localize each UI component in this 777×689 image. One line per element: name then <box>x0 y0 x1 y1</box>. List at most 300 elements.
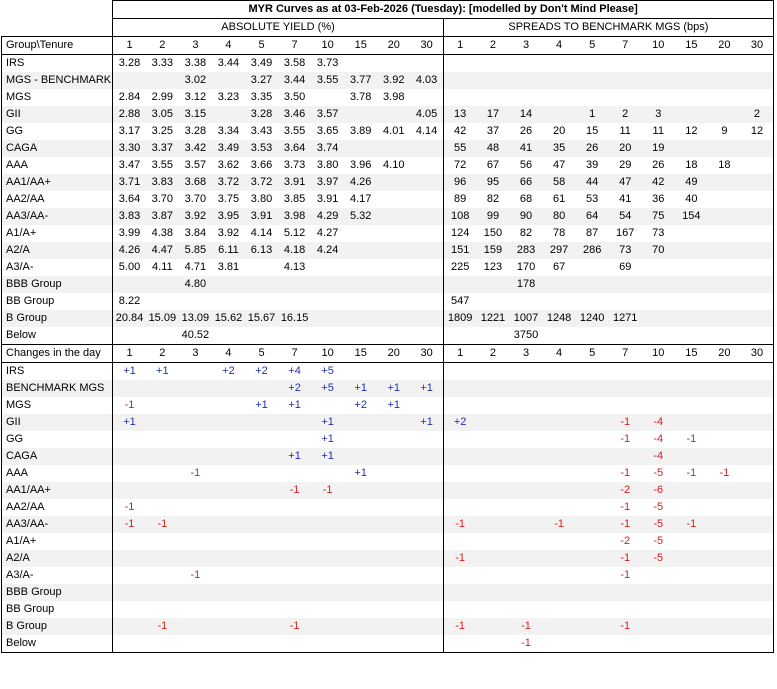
spread-tenor-header: 3 <box>509 345 542 363</box>
yield-change-cell: +1 <box>255 399 268 411</box>
spread-cell <box>576 89 609 106</box>
spread-change-cell <box>576 397 609 414</box>
yield-change-cell <box>113 448 146 465</box>
yield-cell: 3.28 <box>245 106 278 123</box>
spread-cell <box>675 259 708 276</box>
table-row <box>2 55 774 73</box>
spread-change-cell <box>543 397 576 414</box>
spread-change-cell <box>741 584 774 601</box>
spread-change-cell <box>476 567 509 584</box>
spread-cell <box>642 276 675 293</box>
yield-cell: 3.28 <box>184 125 207 137</box>
yield-tenor-header: 4 <box>212 37 245 55</box>
yield-cell: 16.15 <box>278 310 311 327</box>
spread-change-cell <box>609 397 642 414</box>
yield-change-cell: +2 <box>255 365 268 377</box>
spread-change-cell <box>509 499 542 516</box>
table-row <box>2 465 774 482</box>
spread-cell <box>675 276 708 293</box>
yield-cell: 3.83 <box>146 174 179 191</box>
spread-change-cell <box>741 550 774 567</box>
yield-tenor-header: 15 <box>344 345 377 363</box>
yield-change-cell: +1 <box>278 448 311 465</box>
spread-cell <box>675 242 708 259</box>
spread-cell: 69 <box>619 261 632 273</box>
spread-change-cell <box>509 567 542 584</box>
spread-change-cell <box>476 516 509 533</box>
yield-cell: 4.29 <box>311 208 344 225</box>
yield-change-cell <box>146 482 179 499</box>
spread-change-cell <box>708 635 741 653</box>
spread-cell: 41 <box>509 140 542 157</box>
yield-cell: 3.75 <box>217 193 240 205</box>
yield-cell <box>344 327 377 345</box>
spread-cell: 39 <box>586 159 599 171</box>
yield-cell <box>410 55 443 73</box>
yield-cell: 4.01 <box>383 125 405 137</box>
yield-change-cell <box>245 482 278 499</box>
spread-cell <box>509 72 542 89</box>
yield-cell: 3.91 <box>245 208 278 225</box>
yield-change-cell <box>311 499 344 516</box>
spread-change-cell <box>543 584 576 601</box>
spread-cell <box>708 225 741 242</box>
yield-cell: 3.73 <box>283 159 306 171</box>
table-row <box>2 601 774 618</box>
spread-change-cell: -1 <box>443 516 476 533</box>
spread-cell: 37 <box>486 125 500 137</box>
yield-cell: 8.22 <box>113 293 146 310</box>
yield-cell <box>410 208 443 225</box>
yield-cell: 3.43 <box>250 125 273 137</box>
spread-cell <box>708 327 741 345</box>
spread-cell <box>543 293 576 310</box>
table-row <box>2 140 774 157</box>
yield-change-cell <box>410 465 443 482</box>
spread-change-cell <box>675 482 708 499</box>
yield-change-cell <box>146 397 179 414</box>
yield-tenor-header: 15 <box>344 37 377 55</box>
spread-cell <box>609 89 642 106</box>
tenor-header-row <box>2 345 774 363</box>
yield-change-cell <box>311 465 344 482</box>
spread-change-cell <box>543 431 576 448</box>
spread-cell <box>675 140 708 157</box>
yield-cell: 4.10 <box>383 159 405 171</box>
yield-cell: 3.30 <box>113 140 146 157</box>
spread-change-cell <box>741 601 774 618</box>
spread-cell <box>741 72 774 89</box>
yield-change-cell <box>377 550 410 567</box>
yield-change-cell <box>113 635 146 653</box>
yield-cell <box>410 310 443 327</box>
yield-cell: 3.02 <box>179 72 212 89</box>
spread-cell: 18 <box>718 159 731 171</box>
spread-change-cell: -5 <box>653 535 664 547</box>
spread-cell: 95 <box>476 174 509 191</box>
spread-tenor-header: 15 <box>675 37 708 55</box>
yield-cell <box>278 293 311 310</box>
yield-change-cell <box>410 567 443 584</box>
spread-change-cell <box>443 363 476 381</box>
yield-change-cell <box>113 601 146 618</box>
spread-cell <box>543 55 576 73</box>
yield-cell <box>311 327 344 345</box>
yield-cell: 3.81 <box>217 261 240 273</box>
yield-change-cell <box>113 584 146 601</box>
spread-cell <box>509 55 542 73</box>
yield-cell: 3.91 <box>316 193 339 205</box>
yield-change-cell <box>344 414 377 431</box>
yield-change-cell <box>344 550 377 567</box>
spread-cell <box>642 55 675 73</box>
spread-change-cell <box>741 499 774 516</box>
yield-change-cell <box>245 533 278 550</box>
spread-change-cell <box>543 533 576 550</box>
spread-cell: 70 <box>642 242 675 259</box>
spread-change-cell <box>443 533 476 550</box>
yield-cell: 4.13 <box>283 261 306 273</box>
yield-cell <box>410 174 443 191</box>
yield-change-cell <box>344 363 377 381</box>
table-row <box>2 106 774 123</box>
spread-cell <box>476 72 509 89</box>
yield-change-cell: +1 <box>311 414 344 431</box>
spread-cell <box>476 293 509 310</box>
spread-cell: 26 <box>652 159 665 171</box>
yield-cell: 6.13 <box>245 242 278 259</box>
yield-cell: 3.49 <box>212 140 245 157</box>
yield-cell <box>377 293 410 310</box>
spread-change-cell <box>543 635 576 653</box>
spread-change-cell <box>543 448 576 465</box>
spread-change-cell <box>509 482 542 499</box>
yield-change-cell: -1 <box>311 482 344 499</box>
row-label: B Group <box>2 310 113 327</box>
yield-change-cell <box>245 499 278 516</box>
spread-cell: 1248 <box>543 310 576 327</box>
yield-cell <box>311 276 344 293</box>
yield-cell <box>311 89 344 106</box>
spread-change-cell <box>509 431 542 448</box>
spread-change-cell <box>576 635 609 653</box>
yield-cell: 3.66 <box>250 159 273 171</box>
yield-change-cell <box>179 516 212 533</box>
spread-cell <box>708 140 741 157</box>
spread-cell: 44 <box>576 174 609 191</box>
yield-cell: 3.55 <box>151 159 174 171</box>
spread-cell <box>476 55 509 73</box>
spread-cell <box>741 55 774 73</box>
spread-cell <box>576 72 609 89</box>
yield-cell: 3.12 <box>184 91 207 103</box>
yield-cell: 3.44 <box>278 72 311 89</box>
spread-cell <box>708 208 741 225</box>
spread-cell: 12 <box>685 125 698 137</box>
spread-cell: 54 <box>609 208 642 225</box>
yield-tenor-header: 30 <box>410 37 443 55</box>
spread-change-cell <box>509 584 542 601</box>
spread-change-cell <box>443 635 476 653</box>
spread-change-cell <box>708 482 741 499</box>
yield-change-cell <box>410 431 443 448</box>
spread-change-cell <box>642 635 675 653</box>
spread-change-cell <box>443 482 476 499</box>
spread-change-cell: -5 <box>642 516 675 533</box>
yield-cell: 4.80 <box>179 276 212 293</box>
table-row <box>2 72 774 89</box>
yield-change-cell <box>245 567 278 584</box>
yield-change-cell: -1 <box>190 467 201 479</box>
spread-cell: 150 <box>483 227 503 239</box>
yield-cell: 3.98 <box>278 208 311 225</box>
spread-change-cell <box>576 584 609 601</box>
yield-cell <box>146 276 179 293</box>
yield-cell <box>212 106 245 123</box>
yield-change-cell <box>278 601 311 618</box>
table-row <box>2 414 774 431</box>
spread-tenor-header: 5 <box>576 345 609 363</box>
yield-cell: 3.89 <box>349 125 372 137</box>
yield-cell <box>146 327 179 345</box>
yield-tenor-header: 10 <box>311 37 344 55</box>
spread-change-cell <box>576 482 609 499</box>
spread-cell <box>642 72 675 89</box>
spread-change-cell <box>642 618 675 635</box>
yield-cell: 3.28 <box>113 55 146 73</box>
yield-change-cell <box>212 499 245 516</box>
spread-cell <box>741 174 774 191</box>
yield-cell: 3.99 <box>113 225 146 242</box>
spread-change-cell <box>543 363 576 381</box>
yield-change-cell <box>311 618 344 635</box>
row-label: AAA <box>2 157 113 174</box>
yield-cell: 4.17 <box>349 193 372 205</box>
yield-cell <box>146 293 179 310</box>
yield-cell: 3.62 <box>217 159 240 171</box>
yield-change-cell: +1 <box>321 433 334 445</box>
spread-cell <box>543 106 576 123</box>
yield-cell: 4.27 <box>316 227 339 239</box>
spread-cell: 283 <box>509 242 542 259</box>
spread-change-cell <box>741 397 774 414</box>
spread-change-cell <box>509 465 542 482</box>
row-label: BENCHMARK MGS <box>2 380 113 397</box>
yield-change-cell <box>245 618 278 635</box>
spread-cell: 547 <box>450 295 470 307</box>
spread-cell: 3750 <box>509 327 542 345</box>
yield-cell <box>377 106 410 123</box>
spread-change-cell <box>443 567 476 584</box>
spread-cell: 42 <box>454 125 467 137</box>
spread-change-cell: -1 <box>675 516 708 533</box>
spread-change-cell <box>609 380 642 397</box>
spread-change-cell <box>476 363 509 381</box>
spread-change-cell <box>576 431 609 448</box>
spread-cell: 67 <box>552 261 566 273</box>
table-row <box>2 327 774 345</box>
yield-cell: 3.72 <box>245 174 278 191</box>
yield-change-cell <box>179 363 212 381</box>
spread-cell <box>476 276 509 293</box>
yield-cell <box>344 106 377 123</box>
yield-cell: 4.26 <box>344 174 377 191</box>
yield-change-cell <box>311 550 344 567</box>
spread-cell: 15 <box>586 125 599 137</box>
yield-change-cell: +5 <box>311 380 344 397</box>
yield-cell: 3.64 <box>278 140 311 157</box>
row-label: B Group <box>2 618 113 635</box>
yield-cell <box>113 276 146 293</box>
spread-cell <box>675 327 708 345</box>
yield-tenor-header: 5 <box>245 345 278 363</box>
table-row <box>2 310 774 327</box>
spread-change-cell <box>642 584 675 601</box>
yield-change-cell <box>377 431 410 448</box>
spread-cell: 11 <box>619 125 631 137</box>
yield-change-cell: -1 <box>146 618 179 635</box>
yield-cell <box>344 140 377 157</box>
spread-change-cell <box>741 618 774 635</box>
yield-tenor-header: 10 <box>311 345 344 363</box>
row-label: AA2/AA <box>2 191 113 208</box>
yield-change-cell <box>245 635 278 653</box>
spread-cell <box>609 55 642 73</box>
spread-cell: 49 <box>675 174 708 191</box>
yield-cell: 3.34 <box>217 125 240 137</box>
yield-change-cell <box>245 380 278 397</box>
spread-change-cell <box>576 601 609 618</box>
yield-change-cell: +2 <box>222 365 235 377</box>
yield-change-cell <box>278 584 311 601</box>
yield-change-cell <box>344 482 377 499</box>
spread-change-cell <box>675 618 708 635</box>
spread-change-cell <box>741 465 774 482</box>
spread-change-cell <box>675 363 708 381</box>
yield-cell: 40.52 <box>179 327 212 345</box>
spread-change-cell <box>476 635 509 653</box>
spread-cell: 1809 <box>443 310 476 327</box>
spread-tenor-header: 1 <box>443 37 476 55</box>
yield-cell: 4.47 <box>146 242 179 259</box>
spread-change-cell: -1 <box>686 433 697 445</box>
yield-change-cell <box>146 465 179 482</box>
spread-cell: 13 <box>443 106 476 123</box>
spread-change-cell <box>476 431 509 448</box>
row-label: A2/A <box>2 550 113 567</box>
row-label: GII <box>2 106 113 123</box>
yield-change-cell <box>212 516 245 533</box>
page-title: MYR Curves as at 03-Feb-2026 (Tuesday): [modelled by Don't Mind Please] <box>113 1 774 19</box>
spread-cell: 1271 <box>609 310 642 327</box>
yield-change-cell: -1 <box>113 397 146 414</box>
yield-change-cell: +1 <box>113 414 146 431</box>
yield-cell <box>344 259 377 276</box>
yield-change-cell: +1 <box>288 399 301 411</box>
spread-cell: 36 <box>652 193 665 205</box>
yield-cell <box>113 72 146 89</box>
yield-change-cell <box>278 533 311 550</box>
yield-cell: 15.62 <box>212 310 245 327</box>
row-label: BB Group <box>2 293 113 310</box>
yield-cell <box>344 276 377 293</box>
spread-change-cell <box>576 533 609 550</box>
table-row <box>2 225 774 242</box>
spread-cell <box>741 259 774 276</box>
yield-cell: 3.46 <box>278 106 311 123</box>
yield-change-cell <box>212 380 245 397</box>
spread-cell <box>609 293 642 310</box>
yield-cell: 4.14 <box>410 123 443 140</box>
spread-change-cell <box>708 499 741 516</box>
spread-change-cell: -1 <box>609 414 642 431</box>
spread-cell: 154 <box>675 208 708 225</box>
spread-change-cell: -1 <box>686 467 697 479</box>
spread-cell: 82 <box>519 227 533 239</box>
yield-cell: 3.38 <box>184 57 207 69</box>
spread-change-cell <box>476 550 509 567</box>
spread-tenor-header: 20 <box>708 37 741 55</box>
yield-change-cell: -1 <box>146 516 179 533</box>
yield-cell <box>278 276 311 293</box>
yield-change-cell: +1 <box>311 448 344 465</box>
spread-cell: 14 <box>509 106 542 123</box>
table-row <box>2 448 774 465</box>
spread-cell: 66 <box>509 174 542 191</box>
spread-cell <box>708 174 741 191</box>
yield-change-cell <box>212 618 245 635</box>
yield-change-cell: +1 <box>410 380 443 397</box>
yield-cell <box>410 259 443 276</box>
yield-cell <box>410 276 443 293</box>
spread-change-cell <box>708 584 741 601</box>
yield-change-cell <box>179 533 212 550</box>
row-label: AA1/AA+ <box>2 174 113 191</box>
spread-cell <box>543 276 576 293</box>
yield-change-cell <box>377 499 410 516</box>
spread-cell: 170 <box>516 261 536 273</box>
spread-change-cell <box>675 499 708 516</box>
yield-change-cell <box>146 533 179 550</box>
yield-change-cell <box>146 601 179 618</box>
spread-tenor-header: 30 <box>741 37 774 55</box>
spread-cell: 29 <box>619 159 632 171</box>
yield-tenor-header: 7 <box>278 37 311 55</box>
yield-cell <box>410 89 443 106</box>
spread-tenor-header: 15 <box>675 345 708 363</box>
spread-cell <box>708 276 741 293</box>
spread-change-cell <box>741 482 774 499</box>
table-row <box>2 293 774 310</box>
yield-cell: 6.11 <box>212 242 245 259</box>
spread-change-cell <box>443 499 476 516</box>
spread-cell <box>675 293 708 310</box>
yield-change-cell: -1 <box>113 499 146 516</box>
yield-change-cell <box>179 550 212 567</box>
yield-change-cell <box>212 482 245 499</box>
row-label: A1/A+ <box>2 225 113 242</box>
yield-change-cell <box>410 482 443 499</box>
yield-cell: 3.42 <box>179 140 212 157</box>
table-row <box>2 550 774 567</box>
yield-change-cell <box>377 618 410 635</box>
spread-change-cell <box>476 397 509 414</box>
yield-change-cell <box>410 516 443 533</box>
table-row <box>2 208 774 225</box>
row-label: BBB Group <box>2 276 113 293</box>
spread-cell: 20 <box>609 140 642 157</box>
table-row <box>2 397 774 414</box>
